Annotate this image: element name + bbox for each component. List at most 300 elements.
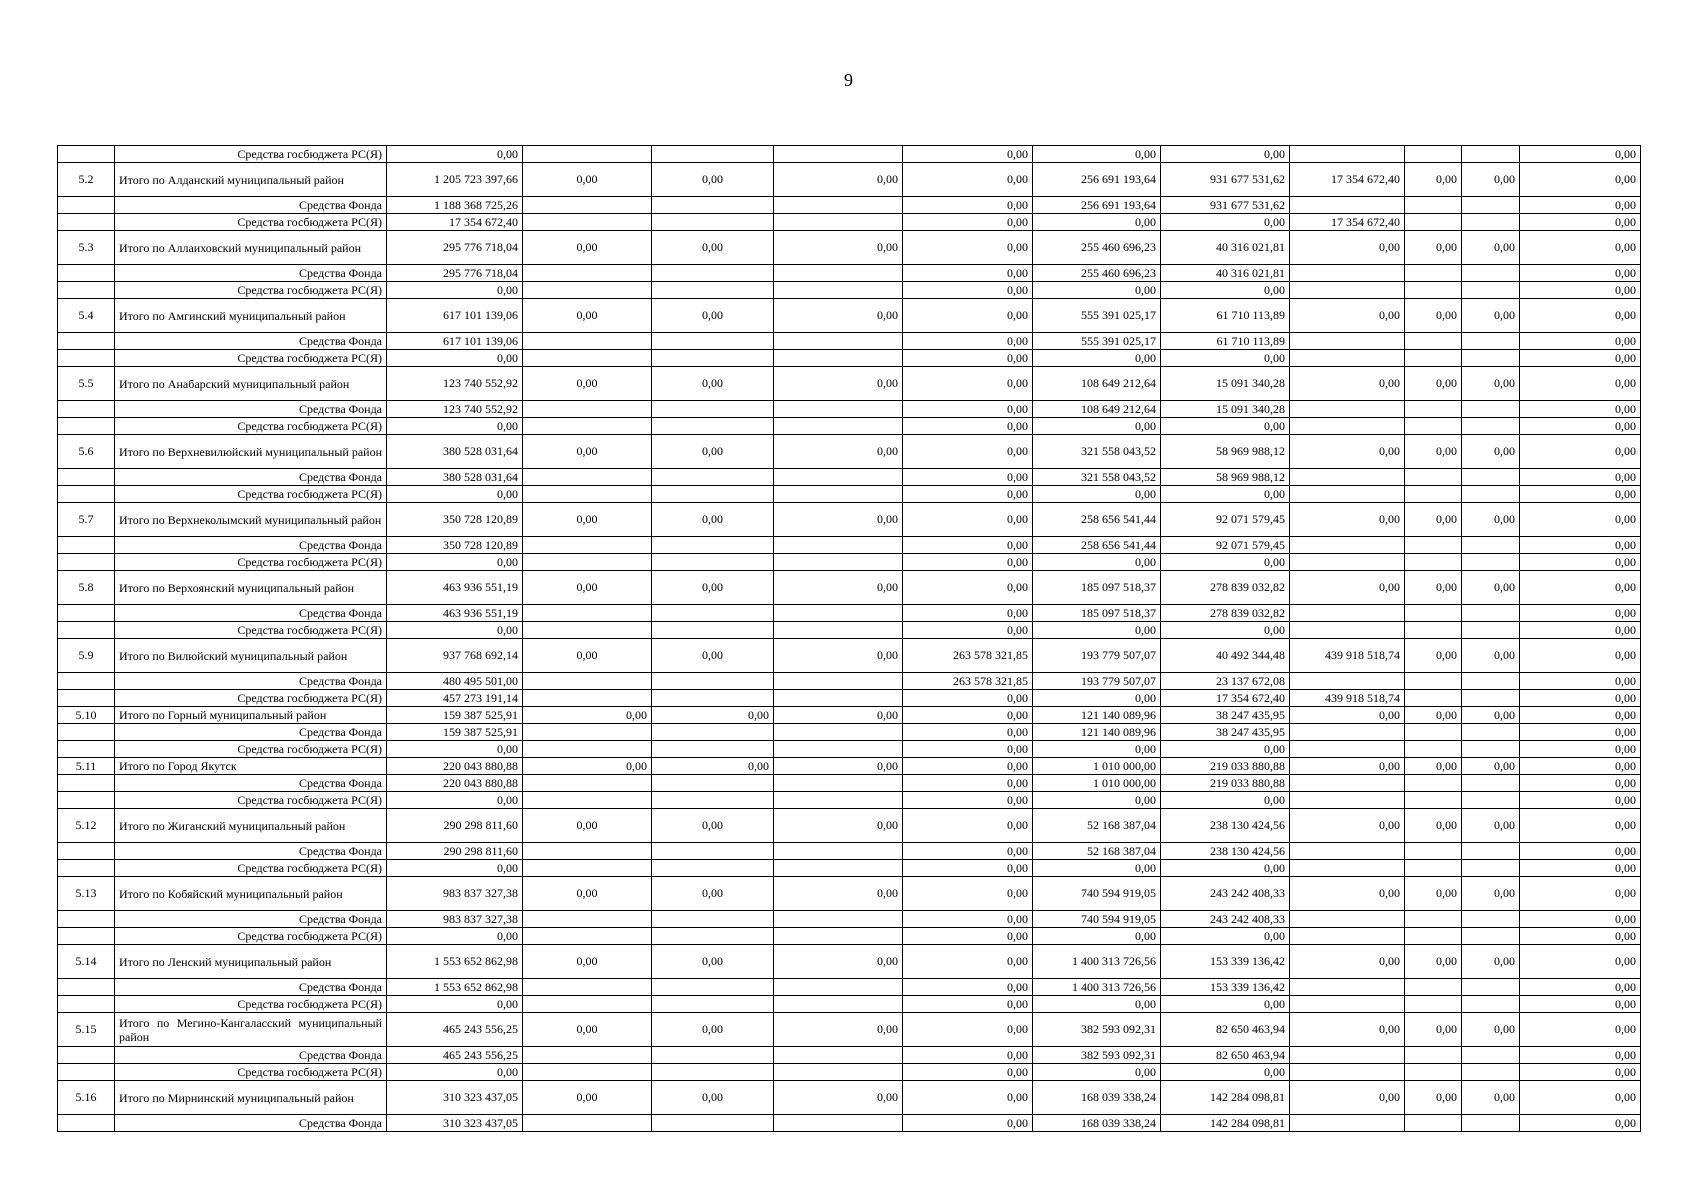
cell-value bbox=[652, 537, 774, 554]
cell-value: 0,00 bbox=[1290, 367, 1405, 401]
cell-value: 983 837 327,38 bbox=[387, 911, 523, 928]
cell-value: 0,00 bbox=[652, 707, 774, 724]
table-row-source bbox=[58, 622, 1641, 639]
row-source-label: Средства Фонда bbox=[115, 401, 387, 418]
cell-value: 0,00 bbox=[652, 231, 774, 265]
cell-value bbox=[1405, 333, 1462, 350]
table-row-source bbox=[58, 741, 1641, 758]
row-district-name: Итого по Горный муниципальный район bbox=[115, 707, 387, 724]
cell-value: 555 391 025,17 bbox=[1033, 333, 1161, 350]
cell-value: 52 168 387,04 bbox=[1033, 809, 1161, 843]
cell-value bbox=[1462, 146, 1520, 163]
table-row-source bbox=[58, 197, 1641, 214]
cell-value: 1 188 368 725,26 bbox=[387, 197, 523, 214]
row-index bbox=[58, 486, 115, 503]
cell-value: 142 284 098,81 bbox=[1161, 1115, 1290, 1132]
cell-value bbox=[774, 605, 903, 622]
row-source-label: Средства госбюджета РС(Я) bbox=[115, 486, 387, 503]
cell-value: 243 242 408,33 bbox=[1161, 911, 1290, 928]
cell-value: 1 553 652 862,98 bbox=[387, 979, 523, 996]
cell-value: 0,00 bbox=[1290, 1081, 1405, 1115]
cell-value: 0,00 bbox=[523, 571, 652, 605]
cell-value: 52 168 387,04 bbox=[1033, 843, 1161, 860]
cell-value bbox=[652, 605, 774, 622]
cell-value: 0,00 bbox=[1033, 282, 1161, 299]
cell-value bbox=[1462, 486, 1520, 503]
table-row-source bbox=[58, 1115, 1641, 1132]
cell-value: 0,00 bbox=[903, 554, 1033, 571]
cell-value: 0,00 bbox=[903, 911, 1033, 928]
cell-value bbox=[523, 741, 652, 758]
cell-value: 617 101 139,06 bbox=[387, 333, 523, 350]
row-index bbox=[58, 673, 115, 690]
row-district-name: Итого по Кобяйский муниципальный район bbox=[115, 877, 387, 911]
cell-value: 0,00 bbox=[1033, 622, 1161, 639]
cell-value bbox=[774, 214, 903, 231]
cell-value: 1 205 723 397,66 bbox=[387, 163, 523, 197]
cell-value: 0,00 bbox=[903, 945, 1033, 979]
cell-value: 0,00 bbox=[652, 639, 774, 673]
row-source-label: Средства Фонда bbox=[115, 197, 387, 214]
cell-value: 1 010 000,00 bbox=[1033, 775, 1161, 792]
cell-value bbox=[652, 469, 774, 486]
cell-value bbox=[523, 282, 652, 299]
cell-value: 0,00 bbox=[1520, 163, 1641, 197]
cell-value: 0,00 bbox=[903, 979, 1033, 996]
cell-value: 238 130 424,56 bbox=[1161, 843, 1290, 860]
cell-value: 0,00 bbox=[1520, 554, 1641, 571]
row-source-label: Средства Фонда bbox=[115, 911, 387, 928]
cell-value: 256 691 193,64 bbox=[1033, 197, 1161, 214]
row-source-label: Средства Фонда bbox=[115, 979, 387, 996]
cell-value: 0,00 bbox=[903, 265, 1033, 282]
cell-value: 0,00 bbox=[652, 945, 774, 979]
row-index bbox=[58, 554, 115, 571]
cell-value bbox=[523, 860, 652, 877]
cell-value: 0,00 bbox=[1161, 996, 1290, 1013]
cell-value: 0,00 bbox=[1033, 741, 1161, 758]
cell-value: 123 740 552,92 bbox=[387, 367, 523, 401]
cell-value: 142 284 098,81 bbox=[1161, 1081, 1290, 1115]
cell-value bbox=[774, 146, 903, 163]
cell-value: 0,00 bbox=[903, 333, 1033, 350]
cell-value bbox=[652, 775, 774, 792]
row-index bbox=[58, 265, 115, 282]
cell-value bbox=[1405, 214, 1462, 231]
cell-value bbox=[774, 775, 903, 792]
cell-value: 0,00 bbox=[1520, 996, 1641, 1013]
cell-value: 0,00 bbox=[1520, 537, 1641, 554]
cell-value: 0,00 bbox=[1520, 724, 1641, 741]
table-row-total bbox=[58, 1013, 1641, 1047]
cell-value: 350 728 120,89 bbox=[387, 537, 523, 554]
row-source-label: Средства госбюджета РС(Я) bbox=[115, 860, 387, 877]
row-index bbox=[58, 843, 115, 860]
cell-value bbox=[1405, 469, 1462, 486]
cell-value: 0,00 bbox=[903, 996, 1033, 1013]
cell-value bbox=[774, 673, 903, 690]
cell-value: 0,00 bbox=[1520, 265, 1641, 282]
row-index: 5.13 bbox=[58, 877, 115, 911]
cell-value: 0,00 bbox=[774, 435, 903, 469]
table-row-source bbox=[58, 979, 1641, 996]
cell-value: 0,00 bbox=[1462, 758, 1520, 775]
cell-value: 108 649 212,64 bbox=[1033, 401, 1161, 418]
cell-value bbox=[1462, 214, 1520, 231]
cell-value bbox=[1462, 843, 1520, 860]
cell-value: 168 039 338,24 bbox=[1033, 1081, 1161, 1115]
table-row-source bbox=[58, 282, 1641, 299]
row-index bbox=[58, 792, 115, 809]
cell-value: 0,00 bbox=[1033, 996, 1161, 1013]
cell-value: 0,00 bbox=[1520, 1047, 1641, 1064]
cell-value: 0,00 bbox=[774, 758, 903, 775]
row-source-label: Средства Фонда bbox=[115, 843, 387, 860]
row-index: 5.3 bbox=[58, 231, 115, 265]
cell-value bbox=[1290, 537, 1405, 554]
cell-value: 0,00 bbox=[1520, 1064, 1641, 1081]
cell-value: 0,00 bbox=[1520, 639, 1641, 673]
cell-value bbox=[1405, 265, 1462, 282]
row-index: 5.9 bbox=[58, 639, 115, 673]
row-index bbox=[58, 401, 115, 418]
cell-value: 0,00 bbox=[1520, 1013, 1641, 1047]
row-source-label: Средства госбюджета РС(Я) bbox=[115, 622, 387, 639]
cell-value bbox=[1290, 265, 1405, 282]
cell-value bbox=[1290, 775, 1405, 792]
cell-value bbox=[1405, 605, 1462, 622]
cell-value: 38 247 435,95 bbox=[1161, 707, 1290, 724]
cell-value bbox=[523, 690, 652, 707]
cell-value: 0,00 bbox=[903, 486, 1033, 503]
cell-value: 193 779 507,07 bbox=[1033, 673, 1161, 690]
cell-value bbox=[774, 792, 903, 809]
table-row-source bbox=[58, 486, 1641, 503]
cell-value: 0,00 bbox=[1290, 571, 1405, 605]
table-row-source bbox=[58, 792, 1641, 809]
row-index bbox=[58, 333, 115, 350]
cell-value: 0,00 bbox=[1161, 282, 1290, 299]
cell-value bbox=[523, 673, 652, 690]
cell-value: 0,00 bbox=[652, 571, 774, 605]
cell-value: 0,00 bbox=[1462, 809, 1520, 843]
cell-value: 0,00 bbox=[523, 503, 652, 537]
cell-value: 0,00 bbox=[1462, 231, 1520, 265]
cell-value bbox=[774, 350, 903, 367]
table-row-source bbox=[58, 214, 1641, 231]
cell-value bbox=[523, 605, 652, 622]
row-index bbox=[58, 1115, 115, 1132]
row-index bbox=[58, 146, 115, 163]
table-row-total bbox=[58, 809, 1641, 843]
cell-value: 0,00 bbox=[903, 146, 1033, 163]
cell-value: 0,00 bbox=[523, 367, 652, 401]
cell-value: 0,00 bbox=[1520, 758, 1641, 775]
cell-value bbox=[774, 979, 903, 996]
cell-value bbox=[1462, 724, 1520, 741]
cell-value bbox=[1462, 979, 1520, 996]
row-district-name: Итого по Верхоянский муниципальный район bbox=[115, 571, 387, 605]
cell-value bbox=[1405, 1047, 1462, 1064]
cell-value bbox=[1405, 537, 1462, 554]
cell-value: 0,00 bbox=[1520, 979, 1641, 996]
cell-value: 0,00 bbox=[387, 418, 523, 435]
cell-value: 382 593 092,31 bbox=[1033, 1047, 1161, 1064]
cell-value: 92 071 579,45 bbox=[1161, 537, 1290, 554]
row-index bbox=[58, 622, 115, 639]
cell-value: 0,00 bbox=[903, 367, 1033, 401]
cell-value bbox=[652, 214, 774, 231]
cell-value bbox=[774, 469, 903, 486]
cell-value bbox=[652, 979, 774, 996]
row-index bbox=[58, 214, 115, 231]
cell-value bbox=[1405, 146, 1462, 163]
table-row-total bbox=[58, 435, 1641, 469]
cell-value bbox=[523, 469, 652, 486]
cell-value: 0,00 bbox=[1405, 1081, 1462, 1115]
cell-value bbox=[1405, 197, 1462, 214]
cell-value: 0,00 bbox=[903, 401, 1033, 418]
cell-value: 0,00 bbox=[903, 350, 1033, 367]
cell-value: 0,00 bbox=[774, 163, 903, 197]
cell-value: 0,00 bbox=[1520, 367, 1641, 401]
row-index: 5.11 bbox=[58, 758, 115, 775]
cell-value bbox=[1290, 350, 1405, 367]
cell-value: 0,00 bbox=[1161, 350, 1290, 367]
cell-value bbox=[652, 1064, 774, 1081]
cell-value: 740 594 919,05 bbox=[1033, 911, 1161, 928]
cell-value: 263 578 321,85 bbox=[903, 673, 1033, 690]
cell-value: 0,00 bbox=[1520, 1115, 1641, 1132]
cell-value bbox=[1290, 996, 1405, 1013]
cell-value bbox=[1462, 333, 1520, 350]
cell-value: 0,00 bbox=[903, 860, 1033, 877]
cell-value: 0,00 bbox=[387, 282, 523, 299]
cell-value: 931 677 531,62 bbox=[1161, 163, 1290, 197]
cell-value bbox=[1290, 333, 1405, 350]
cell-value bbox=[774, 690, 903, 707]
cell-value bbox=[1462, 537, 1520, 554]
row-index bbox=[58, 690, 115, 707]
cell-value: 0,00 bbox=[1161, 418, 1290, 435]
cell-value: 310 323 437,05 bbox=[387, 1115, 523, 1132]
cell-value: 382 593 092,31 bbox=[1033, 1013, 1161, 1047]
row-district-name: Итого по Ленский муниципальный район bbox=[115, 945, 387, 979]
cell-value: 0,00 bbox=[903, 877, 1033, 911]
row-source-label: Средства Фонда bbox=[115, 1047, 387, 1064]
row-index bbox=[58, 1047, 115, 1064]
cell-value: 0,00 bbox=[903, 622, 1033, 639]
cell-value: 0,00 bbox=[1520, 809, 1641, 843]
cell-value bbox=[1405, 1115, 1462, 1132]
cell-value: 243 242 408,33 bbox=[1161, 877, 1290, 911]
cell-value: 0,00 bbox=[1405, 367, 1462, 401]
cell-value: 439 918 518,74 bbox=[1290, 690, 1405, 707]
cell-value bbox=[523, 265, 652, 282]
cell-value: 0,00 bbox=[1405, 639, 1462, 673]
cell-value bbox=[1462, 741, 1520, 758]
cell-value: 0,00 bbox=[903, 605, 1033, 622]
cell-value: 0,00 bbox=[1161, 554, 1290, 571]
table-row-source bbox=[58, 554, 1641, 571]
page-number: 9 bbox=[844, 70, 853, 90]
row-source-label: Средства госбюджета РС(Я) bbox=[115, 741, 387, 758]
cell-value: 92 071 579,45 bbox=[1161, 503, 1290, 537]
table-row-total bbox=[58, 707, 1641, 724]
table-row-source bbox=[58, 928, 1641, 945]
cell-value bbox=[1405, 282, 1462, 299]
cell-value bbox=[652, 622, 774, 639]
cell-value bbox=[523, 554, 652, 571]
cell-value: 321 558 043,52 bbox=[1033, 469, 1161, 486]
cell-value: 0,00 bbox=[387, 860, 523, 877]
cell-value: 0,00 bbox=[903, 741, 1033, 758]
cell-value: 0,00 bbox=[1520, 299, 1641, 333]
table-row-source bbox=[58, 605, 1641, 622]
cell-value: 0,00 bbox=[1405, 809, 1462, 843]
cell-value bbox=[1290, 282, 1405, 299]
row-index bbox=[58, 911, 115, 928]
cell-value bbox=[1462, 418, 1520, 435]
row-index bbox=[58, 741, 115, 758]
row-index bbox=[58, 1064, 115, 1081]
cell-value: 0,00 bbox=[1405, 163, 1462, 197]
table-row-source bbox=[58, 860, 1641, 877]
cell-value: 295 776 718,04 bbox=[387, 265, 523, 282]
cell-value bbox=[774, 1047, 903, 1064]
cell-value: 0,00 bbox=[1033, 928, 1161, 945]
cell-value bbox=[523, 724, 652, 741]
row-district-name: Итого по Мегино-Кангаласский муниципальный район bbox=[115, 1013, 387, 1047]
cell-value bbox=[1405, 690, 1462, 707]
row-source-label: Средства госбюджета РС(Я) bbox=[115, 1064, 387, 1081]
cell-value: 0,00 bbox=[774, 299, 903, 333]
cell-value: 0,00 bbox=[1520, 333, 1641, 350]
cell-value bbox=[1462, 605, 1520, 622]
table-row-source bbox=[58, 401, 1641, 418]
row-index bbox=[58, 860, 115, 877]
cell-value: 0,00 bbox=[903, 1115, 1033, 1132]
cell-value: 0,00 bbox=[1520, 843, 1641, 860]
cell-value: 465 243 556,25 bbox=[387, 1047, 523, 1064]
cell-value: 463 936 551,19 bbox=[387, 605, 523, 622]
cell-value bbox=[1405, 622, 1462, 639]
cell-value: 38 247 435,95 bbox=[1161, 724, 1290, 741]
cell-value: 0,00 bbox=[903, 163, 1033, 197]
cell-value: 0,00 bbox=[774, 639, 903, 673]
cell-value: 153 339 136,42 bbox=[1161, 979, 1290, 996]
cell-value bbox=[774, 928, 903, 945]
cell-value bbox=[774, 843, 903, 860]
report-table bbox=[57, 145, 1641, 1132]
row-index: 5.5 bbox=[58, 367, 115, 401]
cell-value: 0,00 bbox=[523, 299, 652, 333]
cell-value bbox=[652, 741, 774, 758]
cell-value: 0,00 bbox=[1520, 469, 1641, 486]
cell-value bbox=[774, 333, 903, 350]
cell-value: 290 298 811,60 bbox=[387, 809, 523, 843]
cell-value: 0,00 bbox=[387, 1064, 523, 1081]
cell-value: 0,00 bbox=[1520, 197, 1641, 214]
cell-value: 983 837 327,38 bbox=[387, 877, 523, 911]
cell-value: 0,00 bbox=[1161, 146, 1290, 163]
cell-value: 0,00 bbox=[1405, 1013, 1462, 1047]
cell-value bbox=[774, 996, 903, 1013]
table-row-source bbox=[58, 418, 1641, 435]
table-row-total bbox=[58, 231, 1641, 265]
cell-value bbox=[523, 333, 652, 350]
row-source-label: Средства Фонда bbox=[115, 605, 387, 622]
cell-value: 0,00 bbox=[1520, 146, 1641, 163]
row-source-label: Средства Фонда bbox=[115, 265, 387, 282]
row-source-label: Средства госбюджета РС(Я) bbox=[115, 282, 387, 299]
cell-value: 17 354 672,40 bbox=[1161, 690, 1290, 707]
cell-value: 0,00 bbox=[774, 1081, 903, 1115]
cell-value bbox=[523, 401, 652, 418]
row-index bbox=[58, 724, 115, 741]
row-index: 5.7 bbox=[58, 503, 115, 537]
row-source-label: Средства Фонда bbox=[115, 724, 387, 741]
cell-value: 0,00 bbox=[903, 707, 1033, 724]
cell-value: 0,00 bbox=[1290, 503, 1405, 537]
row-district-name: Итого по Верхнеколымский муниципальный район bbox=[115, 503, 387, 537]
cell-value: 0,00 bbox=[1033, 146, 1161, 163]
cell-value: 0,00 bbox=[903, 809, 1033, 843]
cell-value bbox=[1405, 554, 1462, 571]
cell-value: 0,00 bbox=[903, 1064, 1033, 1081]
cell-value: 290 298 811,60 bbox=[387, 843, 523, 860]
row-district-name: Итого по Верхневилюйский муниципальный район bbox=[115, 435, 387, 469]
cell-value bbox=[652, 418, 774, 435]
cell-value: 0,00 bbox=[652, 299, 774, 333]
table-row-total bbox=[58, 299, 1641, 333]
cell-value: 168 039 338,24 bbox=[1033, 1115, 1161, 1132]
row-index bbox=[58, 605, 115, 622]
table-row-source bbox=[58, 843, 1641, 860]
cell-value bbox=[1290, 418, 1405, 435]
cell-value bbox=[1462, 265, 1520, 282]
cell-value: 0,00 bbox=[1405, 945, 1462, 979]
cell-value: 0,00 bbox=[1520, 673, 1641, 690]
row-source-label: Средства госбюджета РС(Я) bbox=[115, 350, 387, 367]
cell-value bbox=[523, 843, 652, 860]
table-row-total bbox=[58, 1081, 1641, 1115]
cell-value: 0,00 bbox=[1462, 367, 1520, 401]
cell-value bbox=[1405, 741, 1462, 758]
cell-value: 937 768 692,14 bbox=[387, 639, 523, 673]
cell-value: 0,00 bbox=[903, 299, 1033, 333]
table-row-source bbox=[58, 1064, 1641, 1081]
cell-value bbox=[1405, 911, 1462, 928]
cell-value: 82 650 463,94 bbox=[1161, 1047, 1290, 1064]
cell-value bbox=[523, 418, 652, 435]
cell-value: 159 387 525,91 bbox=[387, 707, 523, 724]
cell-value bbox=[1290, 622, 1405, 639]
row-source-label: Средства госбюджета РС(Я) bbox=[115, 214, 387, 231]
cell-value: 238 130 424,56 bbox=[1161, 809, 1290, 843]
cell-value: 58 969 988,12 bbox=[1161, 469, 1290, 486]
cell-value: 380 528 031,64 bbox=[387, 435, 523, 469]
cell-value bbox=[774, 1064, 903, 1081]
cell-value: 0,00 bbox=[1161, 792, 1290, 809]
cell-value: 17 354 672,40 bbox=[1290, 214, 1405, 231]
cell-value: 0,00 bbox=[1520, 571, 1641, 605]
cell-value: 0,00 bbox=[1520, 690, 1641, 707]
cell-value: 0,00 bbox=[903, 724, 1033, 741]
cell-value: 465 243 556,25 bbox=[387, 1013, 523, 1047]
cell-value bbox=[523, 537, 652, 554]
cell-value: 17 354 672,40 bbox=[1290, 163, 1405, 197]
